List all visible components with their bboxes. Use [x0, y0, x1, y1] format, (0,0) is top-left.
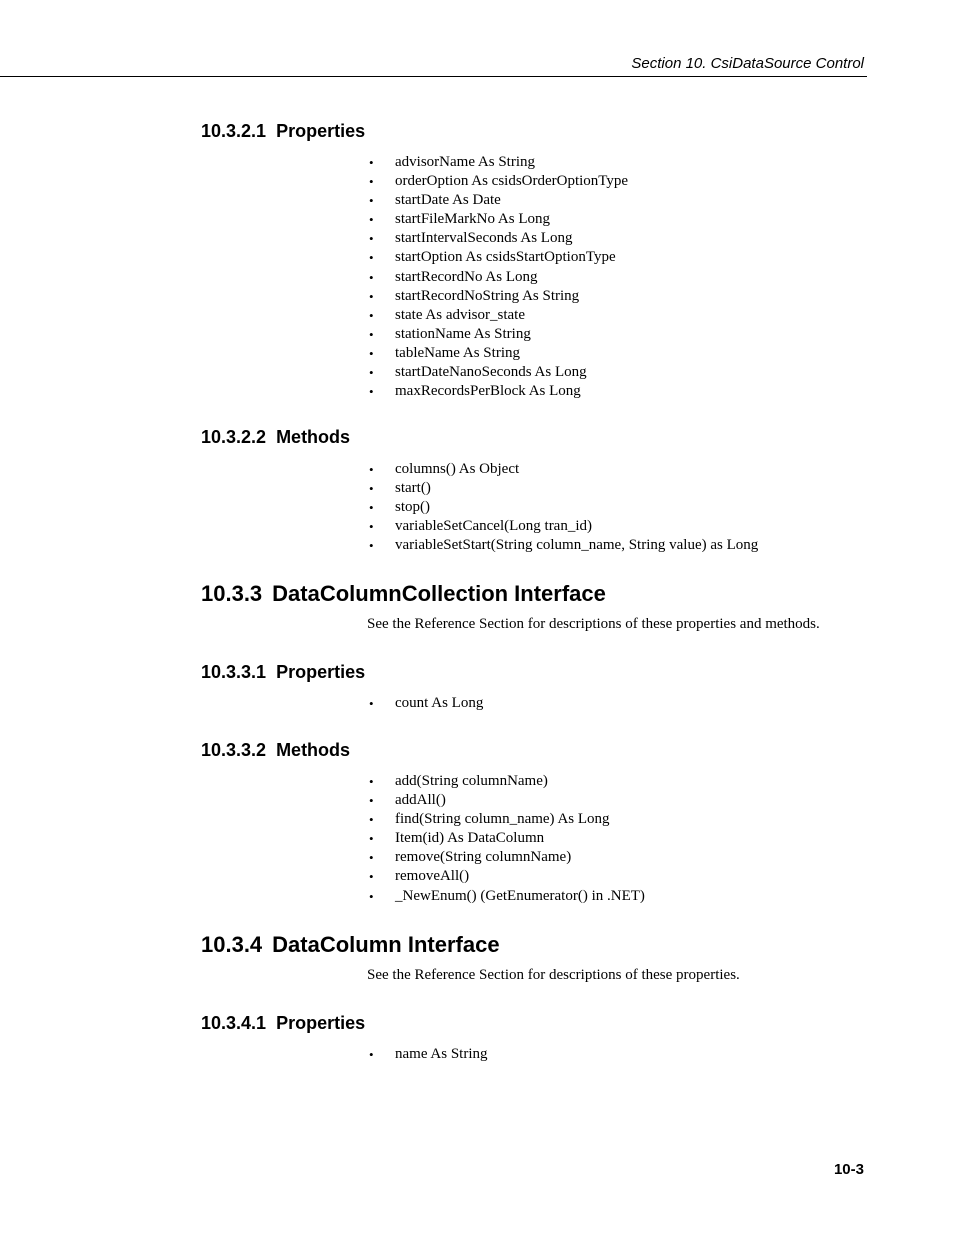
bullet-icon: •	[369, 481, 374, 497]
list-item	[367, 498, 758, 517]
page-number: 10-3	[833, 1161, 864, 1178]
heading-title: Properties	[276, 662, 366, 682]
heading-number: 10.3.3.2	[201, 740, 267, 760]
bullet-icon: •	[369, 696, 374, 711]
bullet-icon: •	[369, 869, 374, 885]
bullet-icon: •	[369, 774, 374, 789]
heading-title: Methods	[276, 427, 351, 447]
list-item-text: state As advisor_state	[395, 306, 525, 323]
list-item-text: startIntervalSeconds As Long	[395, 230, 573, 247]
bullet-icon: •	[369, 250, 374, 266]
list-item-text: remove(String columnName)	[395, 849, 572, 866]
list-10-3-3-1	[367, 694, 483, 713]
list-10-3-2-1	[367, 153, 628, 401]
list-item-text: startFileMarkNo As Long	[395, 211, 550, 228]
list-item	[367, 791, 645, 810]
bullet-icon: •	[369, 538, 374, 554]
list-item-text: start()	[395, 480, 431, 497]
list-item-text: removeAll()	[395, 868, 470, 885]
section-intro-10-3-4: See the Reference Section for descriptions of these properties.	[367, 967, 740, 983]
list-item-text: startOption As csidsStartOptionType	[395, 249, 616, 266]
list-item	[367, 848, 645, 867]
bullet-icon: •	[369, 888, 374, 904]
list-item	[367, 517, 758, 536]
list-item	[367, 829, 645, 848]
list-item	[367, 268, 628, 287]
list-item-text: startRecordNoString As String	[395, 287, 580, 304]
bullet-icon: •	[369, 850, 374, 866]
heading-title: Properties	[276, 121, 366, 141]
bullet-icon: •	[369, 365, 374, 381]
heading-10-3-4-1	[201, 1013, 365, 1034]
bullet-icon: •	[369, 326, 374, 342]
list-item-text: maxRecordsPerBlock As Long	[395, 383, 581, 400]
list-item-text: startRecordNo As Long	[395, 268, 538, 285]
running-header: Section 10. CsiDataSource Control	[631, 55, 864, 72]
heading-number: 10.3.3.1	[201, 662, 267, 682]
list-item-text: _NewEnum() (GetEnumerator() in .NET)	[395, 887, 645, 904]
list-item	[367, 694, 483, 713]
bullet-icon: •	[369, 269, 374, 285]
bullet-icon: •	[369, 462, 374, 477]
heading-10-3-4	[201, 932, 500, 958]
list-item	[367, 229, 628, 248]
bullet-icon: •	[369, 212, 374, 228]
heading-number: 10.3.4	[201, 932, 263, 957]
list-item-text: add(String columnName)	[395, 773, 548, 789]
list-item	[367, 325, 628, 344]
bullet-icon: •	[369, 155, 374, 170]
list-item-text: count As Long	[395, 695, 484, 711]
bullet-icon: •	[369, 288, 374, 304]
list-item	[367, 363, 628, 382]
bullet-icon: •	[369, 384, 374, 400]
heading-number: 10.3.3	[201, 581, 263, 606]
heading-10-3-2-2	[201, 427, 350, 448]
bullet-icon: •	[369, 793, 374, 809]
list-10-3-4-1	[367, 1045, 488, 1064]
bullet-icon: •	[369, 307, 374, 323]
list-item-text: tableName As String	[395, 344, 520, 361]
list-item-text: Item(id) As DataColumn	[395, 830, 545, 847]
list-item-text: columns() As Object	[395, 461, 520, 477]
heading-title: Methods	[276, 740, 351, 760]
list-item-text: advisorName As String	[395, 154, 535, 170]
list-10-3-2-2	[367, 460, 758, 555]
list-item-text: startDateNanoSeconds As Long	[395, 364, 587, 381]
list-item	[367, 287, 628, 306]
bullet-icon: •	[369, 193, 374, 209]
list-item	[367, 1045, 488, 1064]
list-item	[367, 536, 758, 555]
heading-10-3-3	[201, 581, 606, 607]
heading-title: Properties	[276, 1013, 366, 1033]
bullet-icon: •	[369, 812, 374, 828]
list-item-text: find(String column_name) As Long	[395, 811, 610, 828]
heading-number: 10.3.2.2	[201, 427, 267, 447]
list-item-text: name As String	[395, 1046, 488, 1062]
list-item-text: addAll()	[395, 792, 446, 809]
heading-10-3-3-1	[201, 662, 365, 683]
bullet-icon: •	[369, 231, 374, 247]
bullet-icon: •	[369, 500, 374, 516]
bullet-icon: •	[369, 174, 374, 190]
list-item	[367, 887, 645, 906]
list-item-text: stationName As String	[395, 325, 531, 342]
section-intro-10-3-3: See the Reference Section for descriptions of these properties and methods.	[367, 616, 820, 632]
list-item	[367, 191, 628, 210]
list-item	[367, 306, 628, 325]
heading-number: 10.3.2.1	[201, 121, 267, 141]
bullet-icon: •	[369, 519, 374, 535]
list-item	[367, 810, 645, 829]
heading-title: DataColumn Interface	[272, 932, 500, 957]
heading-number: 10.3.4.1	[201, 1013, 267, 1033]
list-item	[367, 460, 758, 479]
list-item-text: variableSetStart(String column_name, String value) as Long	[395, 537, 759, 554]
bullet-icon: •	[369, 345, 374, 361]
list-item	[367, 210, 628, 229]
list-item-text: startDate As Date	[395, 192, 501, 209]
list-item	[367, 479, 758, 498]
heading-10-3-2-1	[201, 121, 365, 142]
list-item	[367, 172, 628, 191]
heading-title: DataColumnCollection Interface	[272, 581, 606, 606]
list-item-text: stop()	[395, 499, 430, 516]
list-item	[367, 772, 645, 791]
list-item	[367, 382, 628, 401]
list-item	[367, 153, 628, 172]
list-item	[367, 867, 645, 886]
list-10-3-3-2	[367, 772, 645, 906]
list-item-text: variableSetCancel(Long tran_id)	[395, 518, 593, 535]
bullet-icon: •	[369, 1047, 374, 1062]
list-item-text: orderOption As csidsOrderOptionType	[395, 173, 629, 190]
heading-10-3-3-2	[201, 740, 350, 761]
header-rule	[0, 76, 867, 77]
list-item	[367, 344, 628, 363]
list-item	[367, 248, 628, 267]
bullet-icon: •	[369, 831, 374, 847]
